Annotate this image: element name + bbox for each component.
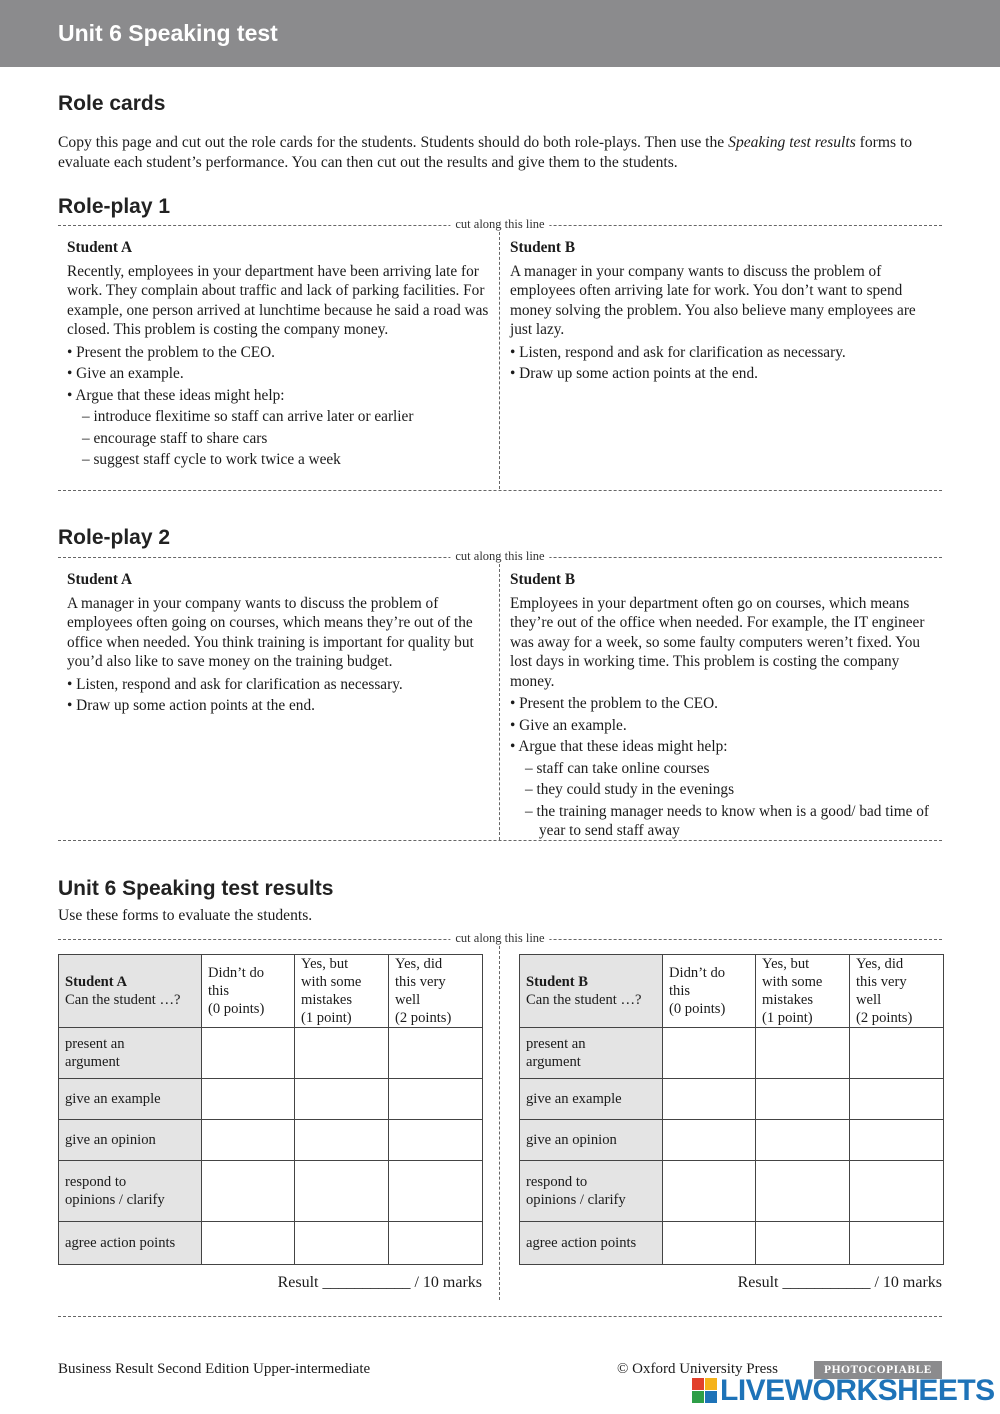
score-cell[interactable] (389, 1161, 483, 1222)
bullet-item: • Present the problem to the CEO. (67, 343, 276, 361)
sub-item: – introduce flexitime so staff can arrive later or earlier (82, 408, 414, 425)
student-label: Student A (67, 239, 133, 256)
score-cell[interactable] (663, 1222, 756, 1265)
score-cell[interactable] (663, 1161, 756, 1222)
card-text: Employees in your department often go on courses, which means they’re out of the office when needed. For example, the IT engineer was away for a week, so some faulty computers weren’t fixed. You lost days in working time. This problem is costing the company money. (510, 594, 925, 690)
cut-line (58, 550, 942, 564)
cut-line-bottom (58, 490, 942, 491)
header-bar (0, 0, 1000, 67)
score-cell[interactable] (663, 1028, 756, 1079)
watermark-text: LIVEWORKSHEETS (720, 1374, 995, 1407)
column-header: Yes, did this very well (2 points) (389, 955, 483, 1028)
column-header: Yes, did this very well (2 points) (850, 955, 944, 1028)
bullet-item: • Argue that these ideas might help: (67, 386, 285, 404)
student-label: Student A (65, 974, 128, 990)
footer-copyright: © Oxford University Press (617, 1361, 778, 1377)
card-text: Recently, employees in your department have been arriving late for work. They complain about traffic and lack of parking facilities. For example, one person arrived at lunchtime because he said a road was closed. This problem is costing the company money. (67, 262, 489, 338)
row-label: give an example (59, 1079, 202, 1120)
student-header-cell (59, 955, 202, 1028)
score-cell[interactable] (202, 1161, 295, 1222)
table-row (59, 1079, 483, 1120)
can-label: Can the student …? (526, 992, 642, 1008)
bullet-list (67, 343, 492, 470)
bullet-item: • Give an example. (510, 716, 627, 734)
results-heading: Unit 6 Speaking test results (58, 877, 334, 900)
intro-paragraph (58, 133, 948, 173)
sub-item: – encourage staff to share cars (82, 429, 268, 447)
intro-text-2: forms to evaluate each student’s performance. You can then cut out the results and give them to the students. (58, 134, 913, 171)
row-label: give an example (520, 1079, 663, 1120)
score-cell[interactable] (756, 1120, 850, 1161)
student-label: Student B (510, 571, 576, 588)
role-cards-heading: Role cards (58, 92, 166, 115)
bullet-list (510, 343, 935, 384)
score-cell[interactable] (295, 1120, 389, 1161)
column-header: Didn’t do this (0 points) (663, 955, 756, 1028)
cut-line (58, 932, 942, 946)
intro-text-1: Copy this page and cut out the role cards for the students. Students should do both role-plays. Then use the (58, 134, 729, 151)
can-label: Can the student …? (65, 992, 181, 1008)
bullet-item: • Listen, respond and ask for clarification as necessary. (67, 675, 403, 693)
cut-line (58, 218, 942, 232)
score-cell[interactable] (663, 1079, 756, 1120)
table-row (59, 1120, 483, 1161)
result-line-a[interactable]: Result ___________ / 10 marks (277, 1274, 482, 1291)
student-a-results-table (58, 954, 483, 1265)
sub-item: – staff can take online courses (525, 759, 710, 777)
roleplay2-heading: Role-play 2 (58, 526, 171, 549)
table-row (59, 1161, 483, 1222)
score-cell[interactable] (850, 1028, 944, 1079)
score-cell[interactable] (202, 1028, 295, 1079)
table-row (520, 1028, 944, 1079)
vertical-divider (499, 946, 500, 1300)
bullet-item: • Draw up some action points at the end. (67, 697, 315, 714)
column-header: Yes, but with some mistakes (1 point) (295, 955, 389, 1028)
student-label: Student B (526, 974, 589, 990)
column-header: Yes, but with some mistakes (1 point) (756, 955, 850, 1028)
score-cell[interactable] (389, 1222, 483, 1265)
sub-item: – the training manager needs to know when is a good/ bad time of year to send staff away (525, 802, 929, 839)
cut-line-label: cut along this line (450, 217, 549, 232)
row-label: respond to opinions / clarify (520, 1161, 663, 1222)
score-cell[interactable] (389, 1120, 483, 1161)
roleplay2-student-a-card (67, 570, 492, 718)
roleplay2-student-b-card (510, 570, 935, 843)
table-row (59, 1028, 483, 1079)
score-cell[interactable] (756, 1222, 850, 1265)
table-header-row (520, 955, 944, 1028)
score-cell[interactable] (202, 1079, 295, 1120)
page-title: Unit 6 Speaking test (58, 20, 278, 46)
score-cell[interactable] (756, 1161, 850, 1222)
row-label: agree action points (520, 1222, 663, 1265)
student-label: Student B (510, 239, 576, 256)
score-cell[interactable] (295, 1028, 389, 1079)
student-header-cell (520, 955, 663, 1028)
roleplay1-heading: Role-play 1 (58, 195, 171, 218)
student-label: Student A (67, 571, 133, 588)
liveworksheets-logo-icon (692, 1378, 718, 1404)
row-label: give an opinion (59, 1120, 202, 1161)
footer-left: Business Result Second Edition Upper-intermediate (58, 1361, 371, 1377)
vertical-divider (499, 564, 500, 840)
bullet-item: • Argue that these ideas might help: (510, 738, 728, 755)
table-row (520, 1079, 944, 1120)
table-header-row (59, 955, 483, 1028)
table-row (520, 1222, 944, 1265)
score-cell[interactable] (202, 1222, 295, 1265)
cut-line-label: cut along this line (450, 931, 549, 946)
table-row (520, 1161, 944, 1222)
score-cell[interactable] (295, 1079, 389, 1120)
vertical-divider (499, 232, 500, 489)
bullet-item: • Draw up some action points at the end. (510, 365, 758, 382)
row-label: present an argument (59, 1028, 202, 1079)
score-cell[interactable] (663, 1120, 756, 1161)
sub-item: – they could study in the evenings (525, 781, 735, 798)
score-cell[interactable] (295, 1161, 389, 1222)
score-cell[interactable] (850, 1120, 944, 1161)
table-row (59, 1222, 483, 1265)
score-cell[interactable] (850, 1161, 944, 1222)
score-cell[interactable] (850, 1079, 944, 1120)
score-cell[interactable] (202, 1120, 295, 1161)
cut-line-label: cut along this line (450, 549, 549, 564)
score-cell[interactable] (756, 1079, 850, 1120)
score-cell[interactable] (389, 1028, 483, 1079)
bullet-item: • Present the problem to the CEO. (510, 695, 719, 712)
photocopiable-badge: PHOTOCOPIABLE (814, 1361, 942, 1379)
row-label: agree action points (59, 1222, 202, 1265)
intro-italic: Speaking test results (728, 134, 856, 151)
card-text: A manager in your company wants to discuss the problem of employees often arriving late for work. You don’t want to spend money solving the problem. You also believe many employees are just lazy. (510, 262, 916, 338)
row-label: respond to opinions / clarify (59, 1161, 202, 1222)
roleplay1-student-b-card (510, 238, 935, 386)
row-label: present an argument (520, 1028, 663, 1079)
score-cell[interactable] (389, 1079, 483, 1120)
bullet-list (67, 675, 492, 716)
row-label: give an opinion (520, 1120, 663, 1161)
score-cell[interactable] (756, 1028, 850, 1079)
column-header: Didn’t do this (0 points) (202, 955, 295, 1028)
bullet-list (510, 694, 935, 841)
bullet-item: • Listen, respond and ask for clarification as necessary. (510, 343, 846, 361)
score-cell[interactable] (850, 1222, 944, 1265)
result-line-b[interactable]: Result ___________ / 10 marks (737, 1274, 942, 1291)
results-subtitle: Use these forms to evaluate the students. (58, 907, 313, 924)
card-text: A manager in your company wants to discuss the problem of employees often going on courses, which means they’re out of the office when needed. You think training is important for quality but you’d also like to save money on the training budget. (67, 594, 474, 670)
roleplay1-student-a-card (67, 238, 492, 472)
score-cell[interactable] (295, 1222, 389, 1265)
cut-line-bottom (58, 1316, 942, 1317)
student-b-results-table (519, 954, 944, 1265)
table-row (520, 1120, 944, 1161)
bullet-item: • Give an example. (67, 365, 184, 382)
sub-item: – suggest staff cycle to work twice a week (82, 451, 341, 468)
